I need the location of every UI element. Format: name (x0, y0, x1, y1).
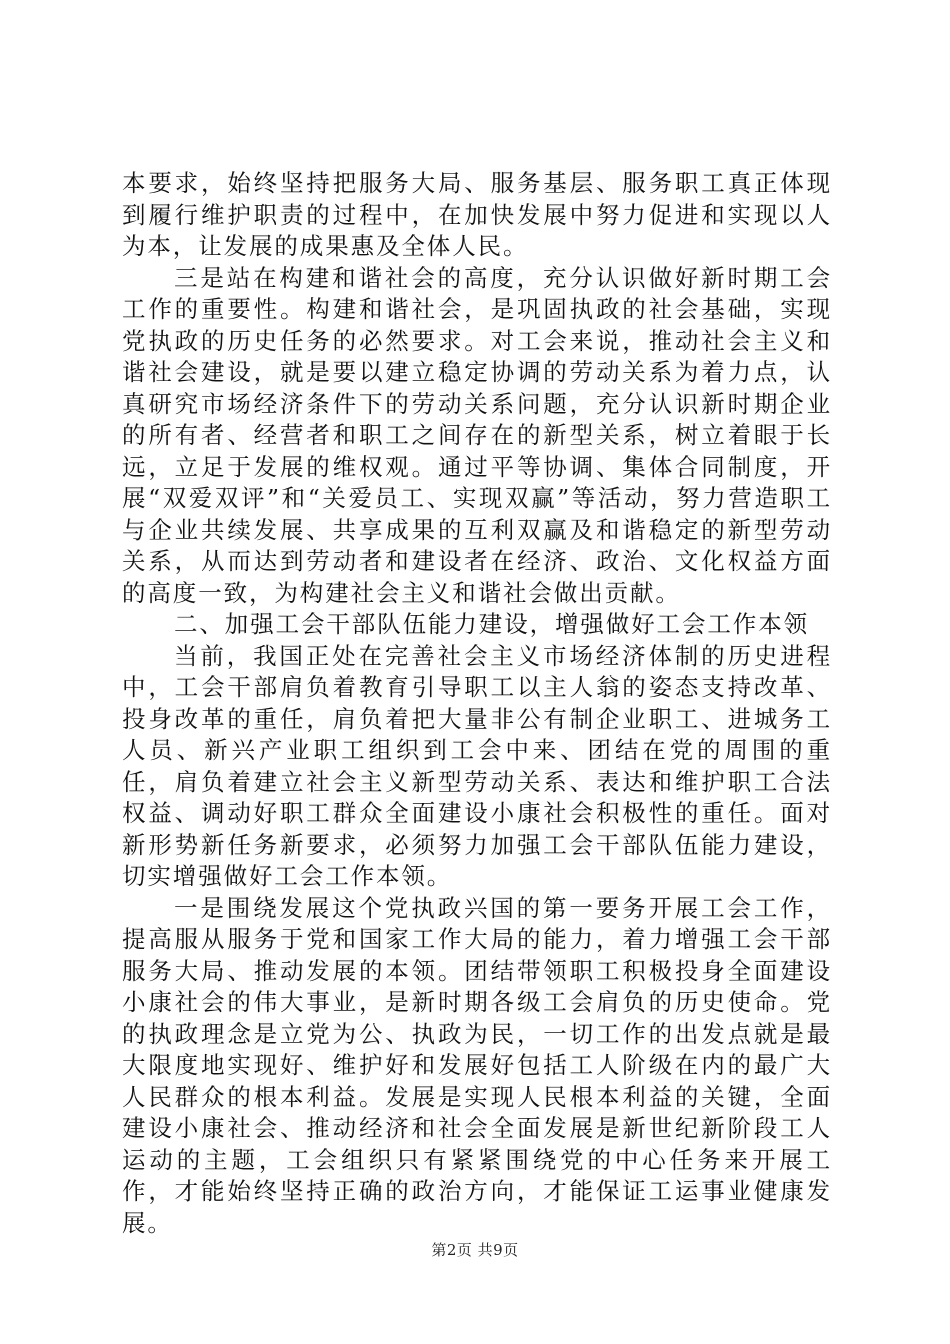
section-heading: 二、加强工会干部队伍能力建设，增强做好工会工作本领 (174, 610, 809, 638)
paragraph-current-situation: 当前，我国正处在完善社会主义市场经济体制的历史进程中，工会干部肩负着教育引导职工以主人翁的姿态支持改革、投身改革的重任，肩负着把大量非公有制企业职工、进城务工人员、新兴产业职工组织到工会中来、团结在党的周围的重任，肩负着建立社会主义新型劳动关系、表达和维护职工合法权益、调动好职工群众全面建设小康社会积极性的重任。面对新形势新任务新要求，必须努力加强工会干部队伍能力建设，切实增强做好工会工作本领。 (122, 641, 832, 890)
paragraph-development: 一是围绕发展这个党执政兴国的第一要务开展工会工作，提高服从服务于党和国家工作大局的能力，着力增强工会干部服务大局、推动发展的本领。团结带领职工积极投身全面建设小康社会的伟大事业，是新时期各级工会肩负的历史使命。党的执政理念是立党为公、执政为民，一切工作的出发点就是最大限度地实现好、维护好和发展好包括工人阶级在内的最广大人民群众的根本利益。发展是实现人民根本利益的关键，全面建设小康社会、推动经济和社会全面发展是新世纪新阶段工人运动的主题，工会组织只有紧紧围绕党的中心任务来开展工作，才能始终坚持正确的政治方向，才能保证工运事业健康发展。 (122, 893, 832, 1237)
paragraph-continued: 本要求，始终坚持把服务大局、服务基层、服务职工真正体现到履行维护职责的过程中，在加快发展中努力促进和实现以人为本，让发展的成果惠及全体人民。 (122, 169, 832, 260)
page-number-footer: 第2页 共9页 (431, 1241, 519, 1259)
document-body (122, 168, 832, 1239)
paragraph-harmonious-society: 三是站在构建和谐社会的高度，充分认识做好新时期工会工作的重要性。构建和谐社会，是巩固执政的社会基础，实现党执政的历史任务的必然要求。对工会来说，推动社会主义和谐社会建设，就是要以建立稳定协调的劳动关系为着力点，认真研究市场经济条件下的劳动关系问题，充分认识新时期企业的所有者、经营者和职工之间存在的新型关系，树立着眼于长远，立足于发展的维权观。通过平等协调、集体合同制度，开展“双爱双评”和“关爱员工、实现双赢”等活动，努力营造职工与企业共续发展、共享成果的互利双赢及和谐稳定的新型劳动关系，从而达到劳动者和建设者在经济、政治、文化权益方面的高度一致，为构建社会主义和谐社会做出贡献。 (122, 263, 832, 607)
